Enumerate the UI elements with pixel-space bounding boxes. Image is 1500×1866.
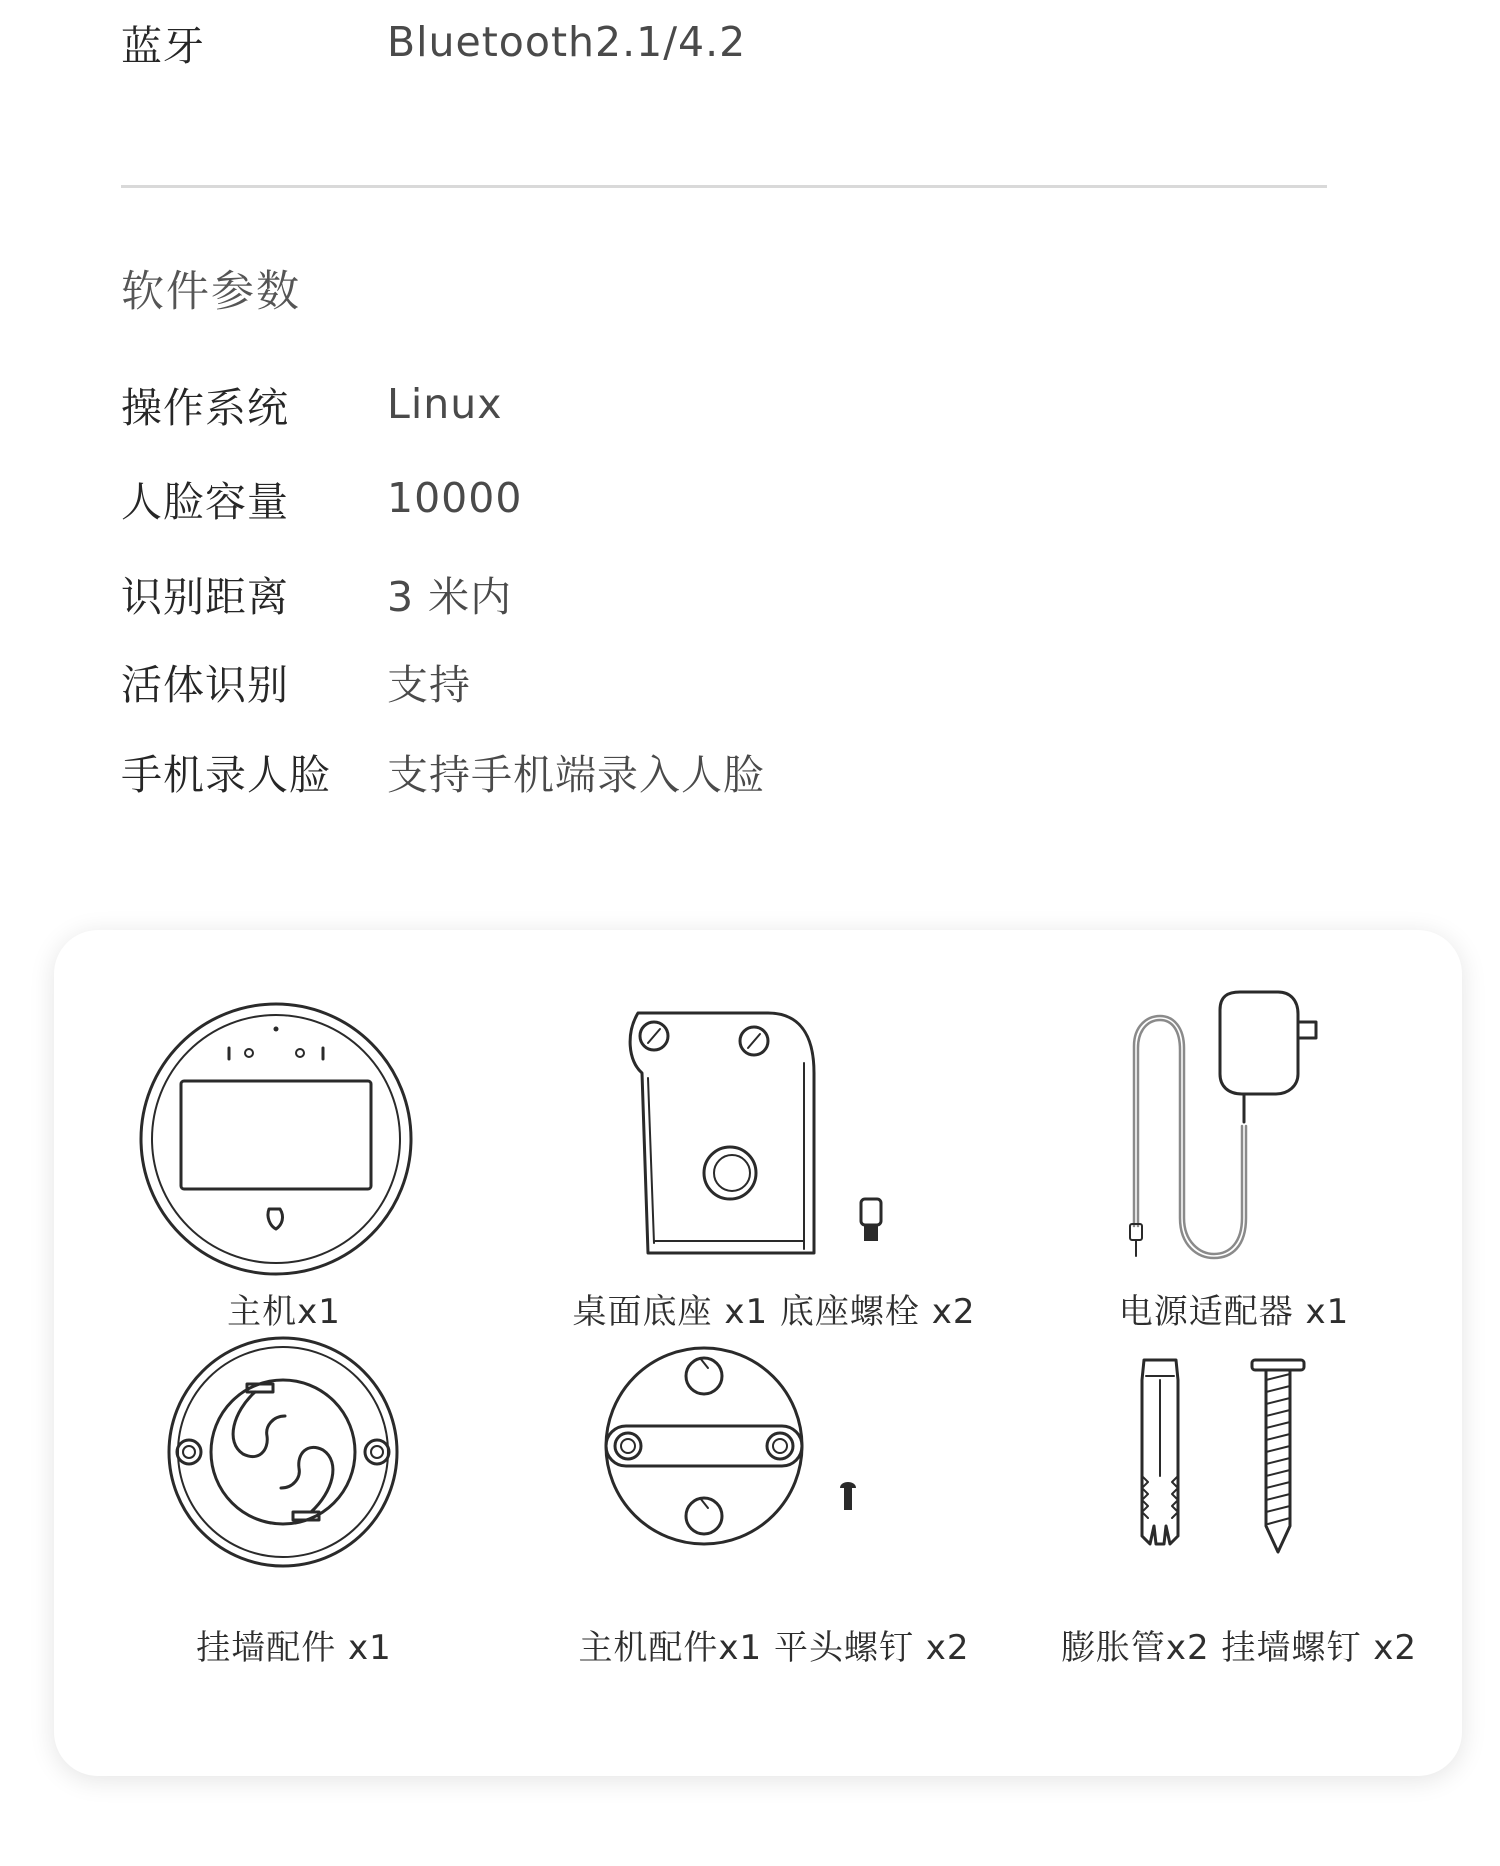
spec-value: Linux	[387, 380, 503, 428]
spec-label: 操作系统	[121, 383, 289, 432]
section-divider	[121, 185, 1327, 188]
package-item-power-adapter	[994, 930, 1462, 1330]
package-item-caption: 膨胀管x2 挂墙螺钉 x2	[1060, 1628, 1418, 1668]
wall-mount-icon	[163, 1332, 403, 1572]
package-item-caption: 主机配件x1 平头螺钉 x2	[578, 1628, 970, 1668]
package-item-caption: 挂墙配件 x1	[196, 1628, 392, 1668]
package-item-caption: 电源适配器 x1	[1118, 1292, 1350, 1332]
spec-value: Bluetooth2.1/4.2	[387, 18, 747, 66]
package-item-anchors-screws	[994, 1330, 1462, 1776]
spec-row-bluetooth	[121, 12, 746, 72]
spec-label: 识别距离	[121, 572, 289, 621]
section-title-software: 软件参数	[121, 267, 301, 317]
package-item-host-bracket	[524, 1330, 994, 1776]
package-item-caption: 桌面底座 x1 底座螺栓 x2	[572, 1292, 976, 1332]
spec-value: 支持手机端录入人脸	[387, 750, 765, 799]
terminal-icon	[136, 999, 416, 1279]
spec-row-liveness	[121, 651, 471, 711]
spec-label: 活体识别	[121, 660, 289, 709]
package-item-wall-mount	[54, 1330, 524, 1776]
spec-label: 人脸容量	[121, 477, 289, 526]
desk-base-icon	[618, 1003, 938, 1263]
package-contents-card	[54, 930, 1462, 1776]
spec-value: 10000	[387, 474, 523, 522]
spec-label: 蓝牙	[121, 21, 205, 70]
anchor-screw-icon	[1120, 1356, 1340, 1556]
spec-label: 手机录人脸	[121, 750, 331, 799]
package-item-caption: 主机x1	[227, 1292, 341, 1332]
spec-value: 支持	[387, 660, 471, 709]
spec-row-mobile-enroll	[121, 741, 765, 801]
spec-value: 3 米内	[387, 572, 513, 621]
spec-row-face-capacity	[121, 468, 522, 528]
power-adapter-icon	[1102, 986, 1362, 1266]
spec-row-distance	[121, 563, 512, 623]
spec-row-os	[121, 374, 502, 434]
package-item-main-unit	[54, 930, 524, 1330]
package-item-desk-base	[524, 930, 994, 1330]
host-bracket-icon	[604, 1336, 904, 1556]
